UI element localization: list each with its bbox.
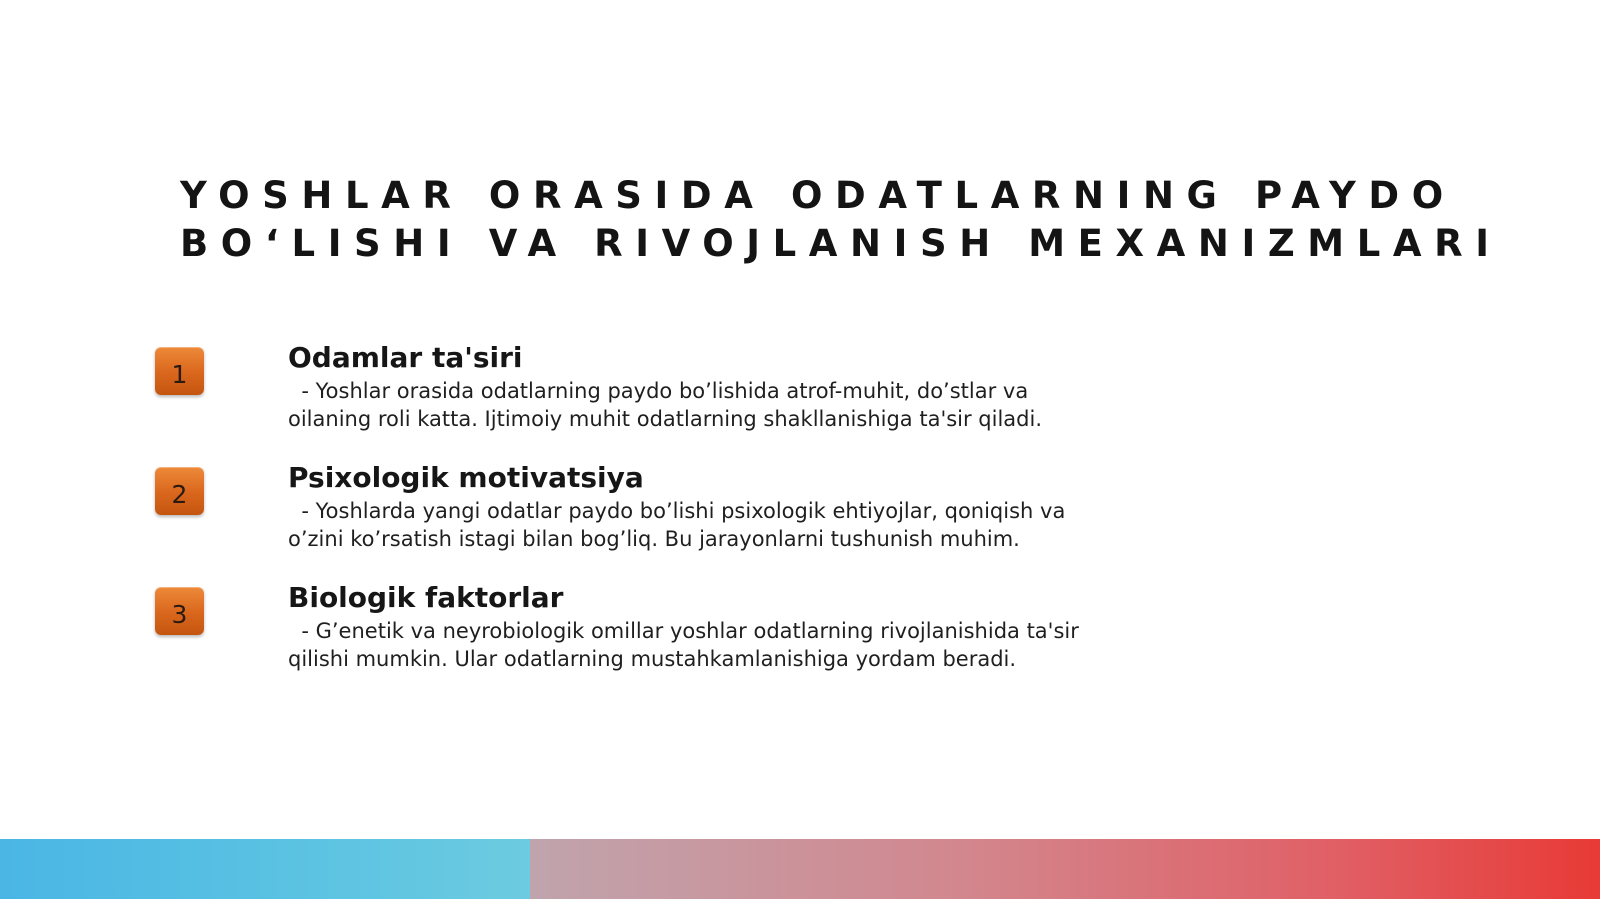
- footer-bar-left: [0, 839, 530, 899]
- footer-bar-right: [530, 839, 1600, 899]
- item-description: - G’enetik va neyrobiologik omillar yoshlar odatlarning rivojlanishida ta'sir qilishi mumkin. Ular odatlarning mustahkamlanishiga yordam beradi.: [288, 619, 1086, 671]
- slide-title-line-1: YOSHLAR ORASIDA ODATLARNING PAYDO: [180, 174, 1456, 217]
- item-title: Odamlar ta'siri: [288, 341, 523, 374]
- number-badge: 2: [155, 467, 204, 515]
- item-title: Biologik faktorlar: [288, 581, 564, 614]
- item-description: - Yoshlarda yangi odatlar paydo bo’lishi psixologik ehtiyojlar, qoniqish va o’zini ko’rsatish istagi bilan bog’liq. Bu jarayonlarni tushunish muhim.: [288, 499, 1073, 551]
- item-description: - Yoshlar orasida odatlarning paydo bo’lishida atrof-muhit, do’stlar va oilaning roli katta. Ijtimoiy muhit odatlarning shakllanishiga ta'sir qiladi.: [288, 379, 1043, 431]
- item-title: Psixologik motivatsiya: [288, 461, 644, 494]
- number-badge: 1: [155, 347, 204, 395]
- slide-title: [180, 172, 1580, 268]
- slide-title-line-2: BO‘LISHI VA RIVOJLANISH MEXANIZMLARI: [180, 222, 1502, 265]
- number-badge: 3: [155, 587, 204, 635]
